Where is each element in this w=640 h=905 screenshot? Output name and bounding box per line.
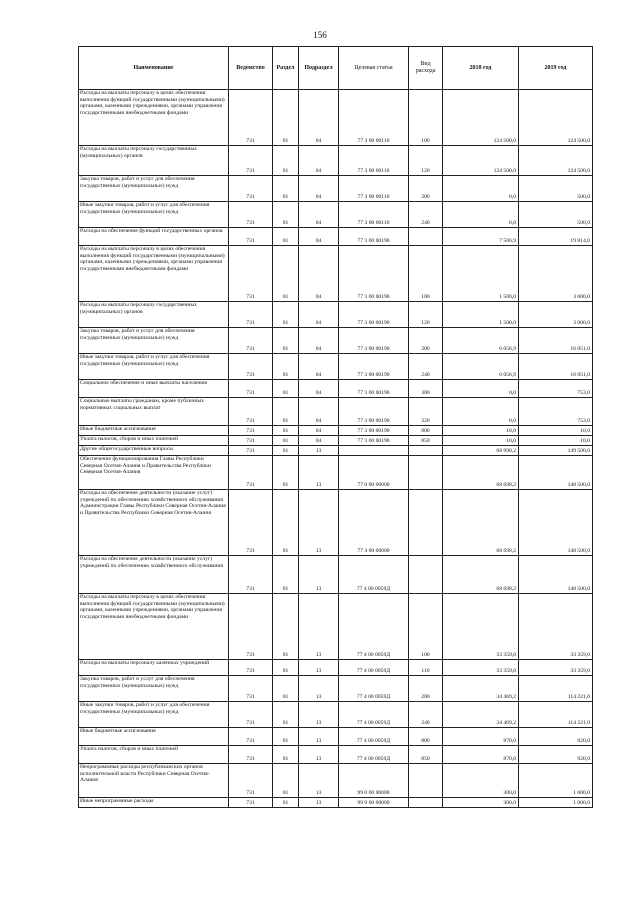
- page-number: 156: [313, 30, 327, 40]
- row-name-cell: Закупка товаров, работ и услуг для обеспечения государственных (муниципальных) нужд: [79, 676, 229, 702]
- row-podrazdel-cell: 04: [299, 380, 339, 398]
- table-row: [79, 90, 593, 146]
- row-ved-cell: 731: [229, 660, 273, 676]
- row-name-cell: Расходы на выплаты персоналу в целях обеспечения выполнения функций государственными (муниципальными) органами, казенными учреждениями, органами управления государственными внебюджетными фондами: [79, 594, 229, 660]
- row-razdel-cell: 01: [273, 660, 299, 676]
- row-razdel-cell: 01: [273, 246, 299, 302]
- row-name-cell: Расходы на выплаты персоналу казенных учреждений: [79, 660, 229, 676]
- row-celevaya-cell: 77 0 00 00000: [339, 456, 409, 490]
- row-podrazdel-cell: 04: [299, 426, 339, 436]
- table-row: [79, 728, 593, 746]
- row-celevaya-cell: 77 3 00 00190: [339, 302, 409, 328]
- row-ved-cell: 731: [229, 426, 273, 436]
- row-razdel-cell: 01: [273, 302, 299, 328]
- row-2018-cell: 1 500,0: [443, 302, 519, 328]
- row-2019-cell: 753,0: [519, 380, 593, 398]
- row-2019-cell: 33 359,0: [519, 594, 593, 660]
- row-2018-cell: 34 469,2: [443, 702, 519, 728]
- row-name-cell: Уплата налогов, сборов и иных платежей: [79, 746, 229, 764]
- row-name-cell: Иные закупки товаров, работ и услуг для обеспечения государственных (муниципальных) нужд: [79, 702, 229, 728]
- row-2019-cell: 19 814,0: [519, 228, 593, 246]
- row-name-cell: Непрограммные расходы республиканских органов исполнительной власти Республики Северная Осетия-Алания: [79, 764, 229, 798]
- row-ved-cell: 731: [229, 764, 273, 798]
- row-2018-cell: 300,0: [443, 798, 519, 808]
- row-2018-cell: 68 698,2: [443, 490, 519, 556]
- row-celevaya-cell: 99 0 00 00000: [339, 764, 409, 798]
- row-name-cell: Иные непрограммные расходы: [79, 798, 229, 808]
- row-podrazdel-cell: 04: [299, 176, 339, 202]
- row-ved-cell: 731: [229, 798, 273, 808]
- row-ved-cell: 731: [229, 380, 273, 398]
- row-podrazdel-cell: 04: [299, 398, 339, 426]
- row-name-cell: Социальные выплаты гражданам, кроме публичных нормативных социальных выплат: [79, 398, 229, 426]
- row-name-cell: Иные бюджетные ассигнования: [79, 426, 229, 436]
- row-celevaya-cell: [339, 446, 409, 456]
- row-2018-cell: 68 698,2: [443, 456, 519, 490]
- row-ved-cell: 731: [229, 398, 273, 426]
- header-ved: Ведомство: [229, 47, 273, 90]
- row-2019-cell: 1 000,0: [519, 798, 593, 808]
- row-razdel-cell: 01: [273, 146, 299, 176]
- row-2018-cell: 0,0: [443, 398, 519, 426]
- row-ved-cell: 731: [229, 176, 273, 202]
- header-name: Наименование: [79, 47, 229, 90]
- row-celevaya-cell: 77 3 00 00190: [339, 228, 409, 246]
- row-2019-cell: 753,0: [519, 398, 593, 426]
- row-razdel-cell: 01: [273, 228, 299, 246]
- table-row: [79, 380, 593, 398]
- row-2018-cell: 0,0: [443, 202, 519, 228]
- table-row: [79, 764, 593, 798]
- row-vid-cell: 240: [409, 702, 443, 728]
- row-razdel-cell: 01: [273, 380, 299, 398]
- row-2019-cell: 3 000,0: [519, 302, 593, 328]
- table-body: [79, 90, 593, 808]
- row-vid-cell: [409, 228, 443, 246]
- row-vid-cell: 200: [409, 176, 443, 202]
- row-podrazdel-cell: 13: [299, 594, 339, 660]
- row-2019-cell: 114 221,0: [519, 702, 593, 728]
- row-vid-cell: 320: [409, 398, 443, 426]
- row-podrazdel-cell: 04: [299, 354, 339, 380]
- table-row: [79, 228, 593, 246]
- row-celevaya-cell: 99 9 00 00000: [339, 798, 409, 808]
- row-ved-cell: 731: [229, 202, 273, 228]
- table-row: [79, 436, 593, 446]
- row-celevaya-cell: 77 3 00 00190: [339, 436, 409, 446]
- row-2019-cell: 124 500,0: [519, 146, 593, 176]
- row-vid-cell: [409, 456, 443, 490]
- row-razdel-cell: 01: [273, 176, 299, 202]
- row-razdel-cell: 01: [273, 728, 299, 746]
- row-razdel-cell: 01: [273, 202, 299, 228]
- row-name-cell: Расходы на обеспечение деятельности (оказание услуг) учреждений по обеспечению хозяйственного обслуживания: [79, 556, 229, 594]
- row-ved-cell: 731: [229, 490, 273, 556]
- row-celevaya-cell: 77 4 00 0059Д: [339, 728, 409, 746]
- row-podrazdel-cell: 13: [299, 764, 339, 798]
- table-row: [79, 798, 593, 808]
- row-vid-cell: [409, 556, 443, 594]
- row-vid-cell: 120: [409, 302, 443, 328]
- row-2019-cell: 920,0: [519, 746, 593, 764]
- row-2018-cell: 870,0: [443, 746, 519, 764]
- row-razdel-cell: 01: [273, 426, 299, 436]
- row-razdel-cell: 01: [273, 446, 299, 456]
- row-ved-cell: 731: [229, 676, 273, 702]
- row-2018-cell: 124 500,0: [443, 90, 519, 146]
- row-razdel-cell: 01: [273, 354, 299, 380]
- row-razdel-cell: 01: [273, 594, 299, 660]
- row-razdel-cell: 01: [273, 436, 299, 446]
- row-2019-cell: 124 500,0: [519, 90, 593, 146]
- table-row: [79, 398, 593, 426]
- row-2019-cell: 500,0: [519, 176, 593, 202]
- row-vid-cell: 100: [409, 90, 443, 146]
- row-vid-cell: [409, 798, 443, 808]
- row-2019-cell: 10,0: [519, 436, 593, 446]
- row-celevaya-cell: 77 3 00 00110: [339, 202, 409, 228]
- row-name-cell: Иные бюджетные ассигнования: [79, 728, 229, 746]
- row-celevaya-cell: 77 3 00 00110: [339, 176, 409, 202]
- row-2019-cell: 3 000,0: [519, 246, 593, 302]
- row-vid-cell: [409, 446, 443, 456]
- table-row: [79, 456, 593, 490]
- table-row: [79, 328, 593, 354]
- row-ved-cell: 731: [229, 728, 273, 746]
- row-podrazdel-cell: 04: [299, 328, 339, 354]
- row-celevaya-cell: 77 4 00 0059Д: [339, 660, 409, 676]
- row-name-cell: Обеспечение функционирования Главы Республики Северная Осетия-Алания и Правительства Республики Северная Осетия-Алания: [79, 456, 229, 490]
- row-podrazdel-cell: 13: [299, 490, 339, 556]
- row-name-cell: Иные закупки товаров, работ и услуг для обеспечения государственных (муниципальных) нужд: [79, 354, 229, 380]
- row-2018-cell: 33 359,0: [443, 660, 519, 676]
- table-row: [79, 490, 593, 556]
- row-celevaya-cell: 77 3 00 00190: [339, 398, 409, 426]
- row-podrazdel-cell: 13: [299, 746, 339, 764]
- row-ved-cell: 731: [229, 354, 273, 380]
- row-name-cell: Расходы на выплаты персоналу государственных (муниципальных) органов: [79, 146, 229, 176]
- row-podrazdel-cell: 13: [299, 676, 339, 702]
- row-vid-cell: 800: [409, 728, 443, 746]
- row-name-cell: Уплата налогов, сборов и иных платежей: [79, 436, 229, 446]
- row-vid-cell: 240: [409, 202, 443, 228]
- table-row: [79, 594, 593, 660]
- row-celevaya-cell: 77 3 00 00190: [339, 328, 409, 354]
- row-razdel-cell: 01: [273, 764, 299, 798]
- header-2019: 2019 год: [519, 47, 593, 90]
- row-podrazdel-cell: 04: [299, 246, 339, 302]
- row-ved-cell: 731: [229, 456, 273, 490]
- row-podrazdel-cell: 13: [299, 446, 339, 456]
- row-2018-cell: 870,0: [443, 728, 519, 746]
- row-vid-cell: 850: [409, 436, 443, 446]
- row-vid-cell: 100: [409, 594, 443, 660]
- row-2018-cell: 6 056,9: [443, 354, 519, 380]
- row-name-cell: Расходы на выплаты персоналу в целях обеспечения выполнения функций государственными (муниципальными) органами, казенными учреждениями, органами управления государственными внебюджетными фондами: [79, 90, 229, 146]
- row-celevaya-cell: 77 4 00 0059Д: [339, 702, 409, 728]
- row-2019-cell: 920,0: [519, 728, 593, 746]
- row-name-cell: Расходы на обеспечение функций государственных органов: [79, 228, 229, 246]
- row-podrazdel-cell: 04: [299, 436, 339, 446]
- row-ved-cell: 731: [229, 90, 273, 146]
- row-podrazdel-cell: 04: [299, 228, 339, 246]
- row-2018-cell: 10,0: [443, 436, 519, 446]
- row-2018-cell: 6 056,9: [443, 328, 519, 354]
- header-celevaya: Целевая статья: [339, 47, 409, 90]
- row-vid-cell: 200: [409, 328, 443, 354]
- row-ved-cell: 731: [229, 146, 273, 176]
- row-celevaya-cell: 77 4 00 0059Д: [339, 594, 409, 660]
- row-vid-cell: 300: [409, 380, 443, 398]
- row-vid-cell: 800: [409, 426, 443, 436]
- table-row: [79, 246, 593, 302]
- table-row: [79, 202, 593, 228]
- table-row: [79, 446, 593, 456]
- table-header-row: [79, 47, 593, 90]
- row-2019-cell: 10,0: [519, 426, 593, 436]
- row-name-cell: Социальное обеспечение и иные выплаты населению: [79, 380, 229, 398]
- row-2018-cell: 1 500,0: [443, 246, 519, 302]
- row-vid-cell: [409, 490, 443, 556]
- row-podrazdel-cell: 13: [299, 702, 339, 728]
- row-celevaya-cell: 77 3 00 00190: [339, 426, 409, 436]
- row-razdel-cell: 01: [273, 328, 299, 354]
- row-razdel-cell: 01: [273, 556, 299, 594]
- row-2019-cell: 114 221,0: [519, 676, 593, 702]
- row-2019-cell: 148 500,0: [519, 490, 593, 556]
- row-razdel-cell: 01: [273, 90, 299, 146]
- row-2018-cell: 68 998,2: [443, 446, 519, 456]
- row-ved-cell: 731: [229, 436, 273, 446]
- row-ved-cell: 731: [229, 302, 273, 328]
- row-razdel-cell: 01: [273, 490, 299, 556]
- row-podrazdel-cell: 04: [299, 90, 339, 146]
- row-name-cell: Расходы на обеспечение деятельности (оказание услуг) учреждений по обеспечению хозяйственного обслуживания Администрации Главы Республики Северная Осетия-Алания и Правительства Республики Северная Осетия-Алания: [79, 490, 229, 556]
- row-2019-cell: 16 051,0: [519, 354, 593, 380]
- row-razdel-cell: 01: [273, 676, 299, 702]
- table-row: [79, 556, 593, 594]
- row-2018-cell: 34 469,2: [443, 676, 519, 702]
- row-podrazdel-cell: 13: [299, 556, 339, 594]
- row-celevaya-cell: 77 4 00 0059Д: [339, 746, 409, 764]
- row-2018-cell: 68 698,2: [443, 556, 519, 594]
- row-podrazdel-cell: 13: [299, 660, 339, 676]
- row-vid-cell: 110: [409, 660, 443, 676]
- row-ved-cell: 731: [229, 246, 273, 302]
- row-podrazdel-cell: 04: [299, 302, 339, 328]
- row-podrazdel-cell: 04: [299, 146, 339, 176]
- row-vid-cell: 850: [409, 746, 443, 764]
- row-2019-cell: 149 500,0: [519, 446, 593, 456]
- row-ved-cell: 731: [229, 702, 273, 728]
- row-razdel-cell: 01: [273, 798, 299, 808]
- row-ved-cell: 731: [229, 746, 273, 764]
- row-razdel-cell: 01: [273, 398, 299, 426]
- table-row: [79, 660, 593, 676]
- header-2018: 2018 год: [443, 47, 519, 90]
- row-2019-cell: 148 500,0: [519, 556, 593, 594]
- row-ved-cell: 731: [229, 446, 273, 456]
- row-podrazdel-cell: 04: [299, 202, 339, 228]
- row-celevaya-cell: 77 3 00 00190: [339, 380, 409, 398]
- row-ved-cell: 731: [229, 556, 273, 594]
- row-2018-cell: 0,0: [443, 380, 519, 398]
- row-2019-cell: 33 359,0: [519, 660, 593, 676]
- row-2018-cell: 0,0: [443, 176, 519, 202]
- row-vid-cell: [409, 764, 443, 798]
- row-podrazdel-cell: 13: [299, 798, 339, 808]
- row-celevaya-cell: 77 3 00 00110: [339, 90, 409, 146]
- row-2019-cell: 148 500,0: [519, 456, 593, 490]
- row-2018-cell: 10,0: [443, 426, 519, 436]
- row-2018-cell: 300,0: [443, 764, 519, 798]
- row-name-cell: Иные закупки товаров, работ и услуг для обеспечения государственных (муниципальных) нужд: [79, 202, 229, 228]
- header-vid: Вид расхода: [409, 47, 443, 90]
- row-2018-cell: 124 500,0: [443, 146, 519, 176]
- table-row: [79, 354, 593, 380]
- row-vid-cell: 200: [409, 676, 443, 702]
- row-celevaya-cell: 77 4 00 0059Д: [339, 556, 409, 594]
- row-name-cell: Другие общегосударственные вопросы: [79, 446, 229, 456]
- row-razdel-cell: 01: [273, 746, 299, 764]
- row-2019-cell: 1 000,0: [519, 764, 593, 798]
- row-name-cell: Расходы на выплаты персоналу в целях обеспечения выполнения функций государственными (муниципальными) органами, казенными учреждениями, органами управления государственными внебюджетными фондами: [79, 246, 229, 302]
- table-row: [79, 702, 593, 728]
- row-2019-cell: 500,0: [519, 202, 593, 228]
- row-celevaya-cell: 77 3 00 00190: [339, 354, 409, 380]
- budget-table: [78, 46, 593, 808]
- row-vid-cell: 240: [409, 354, 443, 380]
- row-celevaya-cell: 77 4 00 00000: [339, 490, 409, 556]
- table-row: [79, 302, 593, 328]
- row-name-cell: Закупка товаров, работ и услуг для обеспечения государственных (муниципальных) нужд: [79, 176, 229, 202]
- row-2018-cell: 7 566,9: [443, 228, 519, 246]
- row-celevaya-cell: 77 4 00 0059Д: [339, 676, 409, 702]
- row-razdel-cell: 01: [273, 702, 299, 728]
- table-row: [79, 146, 593, 176]
- row-ved-cell: 731: [229, 228, 273, 246]
- row-ved-cell: 731: [229, 328, 273, 354]
- row-2019-cell: 16 051,0: [519, 328, 593, 354]
- row-vid-cell: 100: [409, 246, 443, 302]
- table-row: [79, 746, 593, 764]
- row-podrazdel-cell: 13: [299, 456, 339, 490]
- table-row: [79, 676, 593, 702]
- header-razdel: Раздел: [273, 47, 299, 90]
- row-celevaya-cell: 77 3 00 00110: [339, 146, 409, 176]
- row-ved-cell: 731: [229, 594, 273, 660]
- table-row: [79, 176, 593, 202]
- row-podrazdel-cell: 13: [299, 728, 339, 746]
- row-celevaya-cell: 77 3 00 00190: [339, 246, 409, 302]
- row-vid-cell: 120: [409, 146, 443, 176]
- header-podrazdel: Подраздел: [299, 47, 339, 90]
- row-razdel-cell: 01: [273, 456, 299, 490]
- row-name-cell: Расходы на выплаты персоналу государственных (муниципальных) органов: [79, 302, 229, 328]
- table-row: [79, 426, 593, 436]
- row-2018-cell: 33 359,0: [443, 594, 519, 660]
- row-name-cell: Закупка товаров, работ и услуг для обеспечения государственных (муниципальных) нужд: [79, 328, 229, 354]
